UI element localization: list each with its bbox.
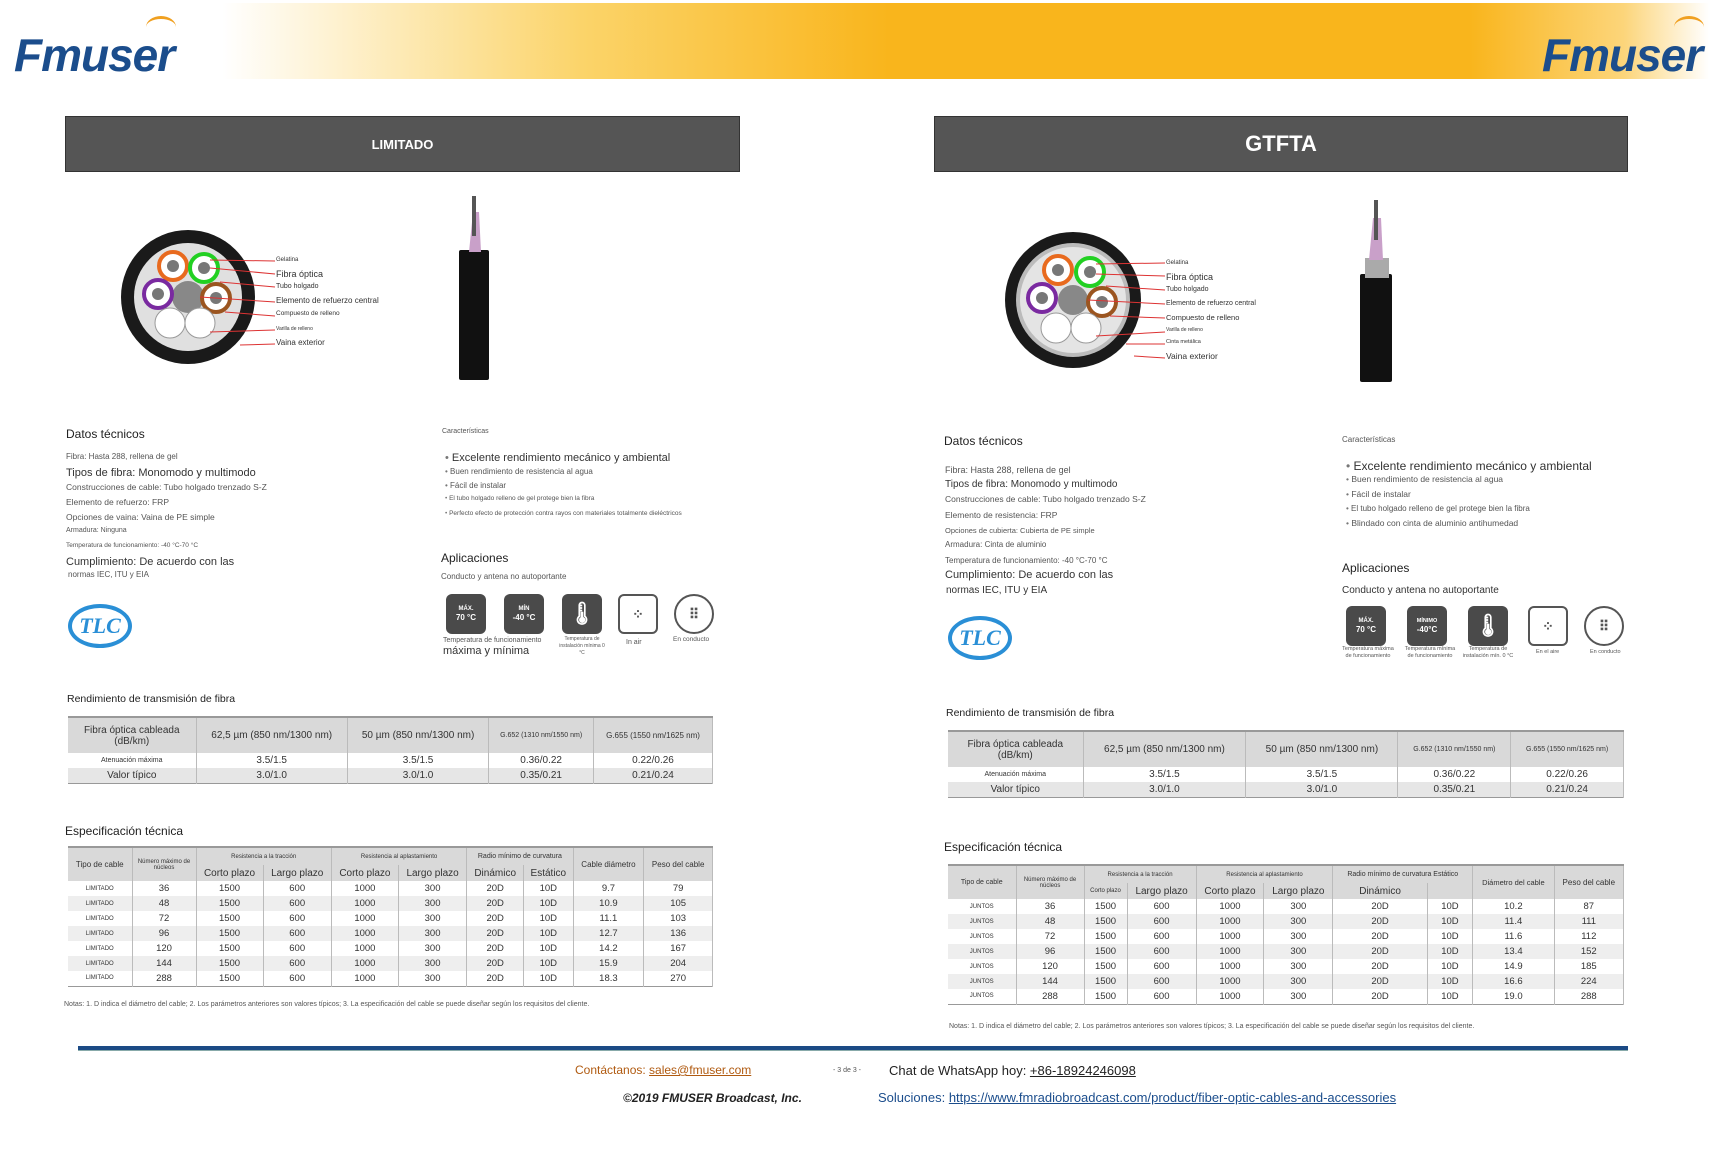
table-cell: 1000	[1196, 929, 1264, 944]
table-cell: 1000	[331, 926, 398, 941]
table-cell: 300	[1264, 944, 1333, 959]
table-cell: 1500	[1084, 929, 1127, 944]
table-cell: 1500	[1084, 959, 1127, 974]
table-cell: 120	[1016, 959, 1084, 974]
right-spec-table: Tipo de cable Número máximo de núcleos Resistencia a la tracción Resistencia al aplastamiento Radio mínimo de curvatura Estático Diámetro del cable Peso del cable Corto plazo Largo plazo Corto plazo Largo plazo Dinámico JUNTOS 36 1500 600 1000 300 20D 10D 10.2 87 JUNTOS 48 1500 600 1000 300 20D 10D 11.4 111 JUNTOS 72 1500 600 1000 300 20D 10D 11.6 112 JUNTOS 96 1500 600 1000 300 20D 10D 13.4 152 JUNTOS 120 1500 600 1000 300 20D 10D 14.9 185 JUNTOS 144 1500 600 1000 300 20D 10D 16.6 224 JUNTOS 288 1500 600 1000 300 20D 10D 19.0 288	[948, 864, 1624, 1005]
whatsapp-link[interactable]: +86-18924246098	[1029, 1063, 1136, 1078]
left-perf-title: Rendimiento de transmisión de fibra	[67, 693, 236, 705]
left-spec-table: Tipo de cable Número máximo de núcleos Resistencia a la tracción Resistencia al aplastamiento Radio mínimo de curvatura Cable diámetro Peso del cable Corto plazo Largo plazo Corto plazo Largo plazo Dinámico Estático LIMITADO 36 1500 600 1000 300 20D 10D 9.7 79 LIMITADO 48 1500 600 1000 300 20D 10D 10.9 105 LIMITADO 72 1500 600 1000 300 20D 10D 11.1 103 LIMITADO 96 1500 600 1000 300 20D 10D 12.7 136 LIMITADO 120 1500 600 1000 300 20D 10D 14.2 167 LIMITADO 144 1500 600 1000 300 20D 10D 15.9 204 LIMITADO 288 1500 600 1000 300 20D 10D 18.3 270	[68, 846, 713, 987]
table-row	[68, 881, 713, 896]
right-icon-cap-4: En conducto	[1590, 649, 1621, 655]
table-cell: 10D	[1427, 974, 1472, 989]
left-notes: Notas: 1. D indica el diámetro del cable; 2. Los parámetros anteriores son valores típicos; 3. La especificación del cable se puede diseñar según los requisitos del cliente.	[64, 1001, 590, 1008]
right-label-rod: Varilla de relleno	[1166, 327, 1203, 333]
table-cell: 48	[132, 896, 196, 911]
right-in-duct-icon: ⠿	[1584, 606, 1624, 646]
table-cell: 1000	[1196, 959, 1264, 974]
table-cell: 72	[132, 911, 196, 926]
right-caract-0: • Excelente rendimiento mecánico y ambiental	[1346, 458, 1592, 474]
table-cell: 600	[1127, 929, 1196, 944]
table-cell: 10D	[524, 881, 573, 896]
left-datos-3: Elemento de refuerzo: FRP	[66, 497, 169, 507]
table-cell: 105	[644, 896, 713, 911]
left-icon-cap-4: En conducto	[673, 636, 710, 643]
table-row	[68, 971, 713, 986]
table-cell: 600	[1127, 959, 1196, 974]
right-icon-cap-1: Temperatura mínima de funcionamiento	[1404, 646, 1456, 660]
table-cell: 15.9	[573, 956, 644, 971]
in-duct-icon: ⠿	[674, 594, 714, 634]
left-datos-title: Datos técnicos	[66, 427, 145, 441]
right-label-tape: Cinta metálica	[1166, 339, 1201, 345]
table-cell: 1000	[331, 911, 398, 926]
table-cell: 300	[398, 911, 466, 926]
left-icon-cap-1: máxima y mínima	[443, 645, 530, 657]
table-cell: 1500	[196, 956, 263, 971]
table-row	[948, 929, 1624, 944]
right-label-central: Elemento de refuerzo central	[1166, 300, 1256, 307]
table-row	[948, 899, 1624, 914]
table-row	[948, 959, 1624, 974]
table-cell: 600	[263, 926, 331, 941]
left-caract-4: • Perfecto efecto de protección contra rayos con materiales totalmente dieléctricos	[445, 510, 682, 519]
left-caract-3: • El tubo holgado relleno de gel protege bien la fibra	[445, 495, 594, 504]
table-cell: 300	[398, 896, 466, 911]
table-cell: 96	[132, 926, 196, 941]
table-cell: 300	[1264, 974, 1333, 989]
table-cell: 20D	[1333, 899, 1427, 914]
table-cell: 111	[1554, 914, 1623, 929]
footer-whatsapp: Chat de WhatsApp hoy: +86-18924246098	[889, 1063, 1136, 1078]
table-cell: 300	[398, 956, 466, 971]
left-spec-title: Especificación técnica	[65, 824, 184, 838]
table-cell: 10.9	[573, 896, 644, 911]
right-datos-1: Tipos de fibra: Monomodo y multimodo	[945, 479, 1118, 490]
brand-logo-left: Fmuser	[14, 28, 174, 82]
table-cell: 600	[263, 911, 331, 926]
table-cell: 300	[1264, 914, 1333, 929]
table-cell: 20D	[467, 896, 524, 911]
right-cable-side-image	[1356, 196, 1396, 386]
table-cell: 152	[1554, 944, 1623, 959]
right-datos-title: Datos técnicos	[944, 434, 1023, 448]
table-cell: 600	[263, 956, 331, 971]
table-cell: JUNTOS	[948, 929, 1016, 944]
left-label-rod: Varilla de relleno	[276, 326, 313, 332]
left-label-fiber: Fibra óptica	[276, 269, 324, 279]
table-cell: 600	[263, 896, 331, 911]
right-thermometer-icon: 🌡	[1468, 606, 1508, 646]
left-icon-cap-3: In air	[626, 639, 642, 646]
table-cell: JUNTOS	[948, 974, 1016, 989]
table-cell: 185	[1554, 959, 1623, 974]
left-label-sheath: Vaina exterior	[276, 338, 325, 347]
footer-copyright: ©2019 FMUSER Broadcast, Inc.	[623, 1091, 802, 1105]
table-cell: 20D	[1333, 944, 1427, 959]
right-label-tube: Tubo holgado	[1166, 286, 1209, 293]
table-cell: 288	[132, 971, 196, 986]
table-cell: 300	[1264, 989, 1333, 1004]
table-row	[948, 944, 1624, 959]
table-cell: 14.9	[1473, 959, 1554, 974]
table-cell: 300	[1264, 959, 1333, 974]
table-cell: 1500	[196, 971, 263, 986]
table-cell: 72	[1016, 929, 1084, 944]
table-cell: 1500	[1084, 914, 1127, 929]
table-cell: 1000	[331, 881, 398, 896]
right-caract-1: • Buen rendimiento de resistencia al agua	[1346, 474, 1503, 485]
table-cell: 1000	[1196, 974, 1264, 989]
table-cell: 1500	[196, 896, 263, 911]
table-cell: 10.2	[1473, 899, 1554, 914]
table-cell: 20D	[467, 971, 524, 986]
contact-email-link[interactable]: sales@fmuser.com	[649, 1063, 752, 1077]
table-cell: LIMITADO	[68, 896, 132, 911]
left-datos-7: Cumplimiento: De acuerdo con las	[66, 556, 235, 568]
left-caract-title: Características	[442, 428, 489, 435]
left-datos-1: Tipos de fibra: Monomodo y multimodo	[66, 467, 256, 479]
table-cell: 600	[1127, 944, 1196, 959]
table-cell: 300	[1264, 929, 1333, 944]
table-cell: 16.6	[1473, 974, 1554, 989]
solutions-link[interactable]: https://www.fmradiobroadcast.com/product/fiber-optic-cables-and-accessories	[948, 1090, 1397, 1105]
left-apps-sub: Conducto y antena no autoportante	[441, 572, 567, 581]
left-caract-2: • Fácil de instalar	[445, 481, 506, 492]
right-apps-title: Aplicaciones	[1342, 561, 1410, 575]
table-cell: 1000	[331, 896, 398, 911]
table-cell: 10D	[1427, 914, 1472, 929]
table-cell: 600	[1127, 989, 1196, 1004]
table-cell: 144	[1016, 974, 1084, 989]
table-cell: 12.7	[573, 926, 644, 941]
table-cell: 1500	[196, 881, 263, 896]
right-datos-3: Elemento de resistencia: FRP	[945, 510, 1058, 520]
table-cell: 20D	[1333, 929, 1427, 944]
table-cell: 600	[263, 941, 331, 956]
right-caract-3: • El tubo holgado relleno de gel protege bien la fibra	[1346, 504, 1530, 515]
right-caract-title: Características	[1342, 435, 1396, 444]
tlc-logo: TLC	[68, 604, 132, 648]
left-title-bar: LIMITADO	[65, 116, 740, 172]
left-datos-5: Armadura: Ninguna	[66, 527, 127, 534]
table-cell: 144	[132, 956, 196, 971]
table-cell: 10D	[524, 911, 573, 926]
right-in-air-icon: ⁘	[1528, 606, 1568, 646]
table-cell: 1500	[1084, 974, 1127, 989]
table-cell: 1500	[196, 941, 263, 956]
table-cell: 11.4	[1473, 914, 1554, 929]
table-cell: 20D	[1333, 974, 1427, 989]
table-cell: 36	[1016, 899, 1084, 914]
table-cell: LIMITADO	[68, 926, 132, 941]
table-row	[68, 941, 713, 956]
left-apps-title: Aplicaciones	[441, 551, 509, 565]
left-label-central: Elemento de refuerzo central	[276, 296, 379, 305]
left-cable-cross-section	[110, 220, 400, 370]
header-banner	[0, 3, 1709, 79]
right-title-bar: GTFTA	[934, 116, 1628, 172]
table-cell: 10D	[1427, 989, 1472, 1004]
left-datos-4: Opciones de vaina: Vaina de PE simple	[66, 512, 215, 522]
table-cell: 600	[263, 971, 331, 986]
table-cell: 1000	[331, 956, 398, 971]
table-cell: 112	[1554, 929, 1623, 944]
footer-divider	[78, 1046, 1628, 1051]
right-perf-table: Fibra óptica cableada (dB/km) 62,5 µm (850 nm/1300 nm) 50 µm (850 nm/1300 nm) G.652 (1310 nm/1550 nm) G.655 (1550 nm/1625 nm) Atenuación máxima 3.5/1.5 3.5/1.5 0.36/0.22 0.22/0.26 Valor típico 3.0/1.0 3.0/1.0 0.35/0.21 0.21/0.24	[948, 730, 1624, 798]
table-cell: LIMITADO	[68, 911, 132, 926]
table-cell: LIMITADO	[68, 971, 132, 986]
table-cell: 20D	[1333, 989, 1427, 1004]
table-cell: JUNTOS	[948, 959, 1016, 974]
table-cell: 10D	[524, 956, 573, 971]
right-caract-4: • Blindado con cinta de aluminio antihumedad	[1346, 518, 1518, 529]
table-cell: 10D	[1427, 959, 1472, 974]
table-cell: 1000	[331, 941, 398, 956]
right-label-gel: Gelatina	[1166, 260, 1189, 266]
table-cell: 20D	[467, 911, 524, 926]
right-min-temp-icon: MÍNIMO -40°C	[1407, 606, 1447, 646]
table-cell: 10D	[1427, 944, 1472, 959]
table-cell: 11.6	[1473, 929, 1554, 944]
table-cell: 204	[644, 956, 713, 971]
table-cell: 13.4	[1473, 944, 1554, 959]
table-cell: 96	[1016, 944, 1084, 959]
table-cell: 600	[1127, 899, 1196, 914]
table-cell: LIMITADO	[68, 941, 132, 956]
left-datos-6: Temperatura de funcionamiento: -40 °C-70 °C	[66, 542, 199, 549]
table-cell: 79	[644, 881, 713, 896]
table-cell: 20D	[467, 941, 524, 956]
right-datos-0: Fibra: Hasta 288, rellena de gel	[945, 465, 1071, 475]
table-cell: 10D	[524, 926, 573, 941]
right-icon-cap-3: En el aire	[1536, 649, 1560, 655]
right-perf-title: Rendimiento de transmisión de fibra	[946, 707, 1115, 719]
left-icon-cap-2: Temperatura de instalación mínima 0 °C	[559, 636, 605, 656]
table-cell: 48	[1016, 914, 1084, 929]
right-label-fiber: Fibra óptica	[1166, 272, 1214, 282]
footer-page-number: - 3 de 3 -	[833, 1067, 862, 1074]
left-datos-8: normas IEC, ITU y EIA	[68, 570, 149, 579]
right-label-sheath: Vaina exterior	[1166, 351, 1218, 361]
table-cell: 18.3	[573, 971, 644, 986]
left-caract-1: • Buen rendimiento de resistencia al agua	[445, 467, 593, 478]
left-label-gel: Gelatina	[276, 257, 299, 263]
table-cell: 10D	[524, 971, 573, 986]
table-cell: 136	[644, 926, 713, 941]
table-cell: 300	[398, 971, 466, 986]
right-datos-5: Armadura: Cinta de aluminio	[945, 540, 1047, 549]
left-datos-2: Construcciones de cable: Tubo holgado trenzado S-Z	[66, 482, 267, 492]
table-row	[68, 911, 713, 926]
table-cell: 1000	[331, 971, 398, 986]
table-cell: 14.2	[573, 941, 644, 956]
table-cell: JUNTOS	[948, 944, 1016, 959]
table-row	[68, 956, 713, 971]
table-cell: 10D	[524, 941, 573, 956]
table-cell: 270	[644, 971, 713, 986]
table-cell: 10D	[1427, 929, 1472, 944]
table-cell: 300	[398, 941, 466, 956]
table-row	[68, 896, 713, 911]
footer-contact: Contáctanos: sales@fmuser.com	[575, 1063, 752, 1077]
left-perf-table: Fibra óptica cableada (dB/km) 62,5 µm (850 nm/1300 nm) 50 µm (850 nm/1300 nm) G.652 (1310 nm/1550 nm) G.655 (1550 nm/1625 nm) Atenuación máxima 3.5/1.5 3.5/1.5 0.36/0.22 0.22/0.26 Valor típico 3.0/1.0 3.0/1.0 0.35/0.21 0.21/0.24	[68, 716, 713, 784]
table-cell: 20D	[467, 881, 524, 896]
table-cell: 1000	[1196, 989, 1264, 1004]
left-datos-0: Fibra: Hasta 288, rellena de gel	[66, 452, 178, 461]
right-icon-cap-2: Temperatura de instalación mín. 0 °C	[1462, 646, 1514, 660]
right-datos-4: Opciones de cubierta: Cubierta de PE simple	[945, 526, 1095, 535]
table-cell: 300	[398, 926, 466, 941]
table-cell: 87	[1554, 899, 1623, 914]
left-label-compound: Compuesto de relleno	[276, 310, 340, 317]
table-cell: JUNTOS	[948, 899, 1016, 914]
table-cell: 300	[1264, 899, 1333, 914]
table-cell: 300	[398, 881, 466, 896]
table-cell: 288	[1554, 989, 1623, 1004]
table-row	[948, 974, 1624, 989]
table-cell: 288	[1016, 989, 1084, 1004]
table-cell: 11.1	[573, 911, 644, 926]
table-cell: 224	[1554, 974, 1623, 989]
right-datos-2: Construcciones de cable: Tubo holgado trenzado S-Z	[945, 494, 1146, 504]
table-cell: 120	[132, 941, 196, 956]
table-cell: 19.0	[1473, 989, 1554, 1004]
table-cell: 9.7	[573, 881, 644, 896]
table-cell: LIMITADO	[68, 881, 132, 896]
table-cell: 167	[644, 941, 713, 956]
thermometer-icon: 🌡	[562, 594, 602, 634]
table-cell: 20D	[1333, 959, 1427, 974]
table-cell: 1500	[1084, 899, 1127, 914]
left-cable-side-image	[455, 192, 495, 382]
right-datos-7: Cumplimiento: De acuerdo con las	[945, 569, 1114, 581]
table-cell: 103	[644, 911, 713, 926]
right-caract-2: • Fácil de instalar	[1346, 489, 1411, 500]
table-cell: 1500	[196, 926, 263, 941]
table-cell: JUNTOS	[948, 914, 1016, 929]
right-icon-cap-0: Temperatura máxima de funcionamiento	[1342, 646, 1394, 660]
table-cell: 10D	[1427, 899, 1472, 914]
table-cell: 600	[1127, 914, 1196, 929]
right-tlc-logo: TLC	[948, 616, 1012, 660]
table-row	[68, 926, 713, 941]
table-row	[948, 989, 1624, 1004]
in-air-icon: ⁘	[618, 594, 658, 634]
table-cell: JUNTOS	[948, 989, 1016, 1004]
left-caract-0: • Excelente rendimiento mecánico y ambiental	[445, 451, 670, 466]
right-datos-6: Temperatura de funcionamiento: -40 °C-70 °C	[945, 556, 1108, 565]
table-cell: 600	[263, 881, 331, 896]
table-cell: 1500	[1084, 944, 1127, 959]
table-cell: 1000	[1196, 899, 1264, 914]
table-cell: 10D	[524, 896, 573, 911]
left-label-tube: Tubo holgado	[276, 283, 319, 290]
right-datos-8: normas IEC, ITU y EIA	[946, 585, 1048, 596]
table-cell: 1500	[196, 911, 263, 926]
table-cell: LIMITADO	[68, 956, 132, 971]
left-icon-cap-0: Temperatura de funcionamiento	[443, 637, 542, 644]
footer-solutions: Soluciones: https://www.fmradiobroadcast.com/product/fiber-optic-cables-and-accessories	[878, 1090, 1397, 1105]
table-cell: 36	[132, 881, 196, 896]
min-temp-icon: MÍN -40 °C	[504, 594, 544, 634]
table-cell: 20D	[467, 926, 524, 941]
table-cell: 600	[1127, 974, 1196, 989]
brand-logo-right: Fmuser	[1542, 28, 1702, 82]
right-label-compound: Compuesto de relleno	[1166, 313, 1240, 322]
right-notes: Notas: 1. D indica el diámetro del cable; 2. Los parámetros anteriores son valores típicos; 3. La especificación del cable se puede diseñar según los requisitos del cliente.	[949, 1023, 1475, 1030]
table-cell: 1500	[1084, 989, 1127, 1004]
right-max-temp-icon: MÁX. 70 °C	[1346, 606, 1386, 646]
table-row	[948, 914, 1624, 929]
table-cell: 1000	[1196, 914, 1264, 929]
max-temp-icon: MÁX. 70 °C	[446, 594, 486, 634]
right-apps-sub: Conducto y antena no autoportante	[1342, 585, 1499, 596]
right-spec-title: Especificación técnica	[944, 840, 1063, 854]
table-cell: 20D	[1333, 914, 1427, 929]
table-cell: 1000	[1196, 944, 1264, 959]
table-cell: 20D	[467, 956, 524, 971]
